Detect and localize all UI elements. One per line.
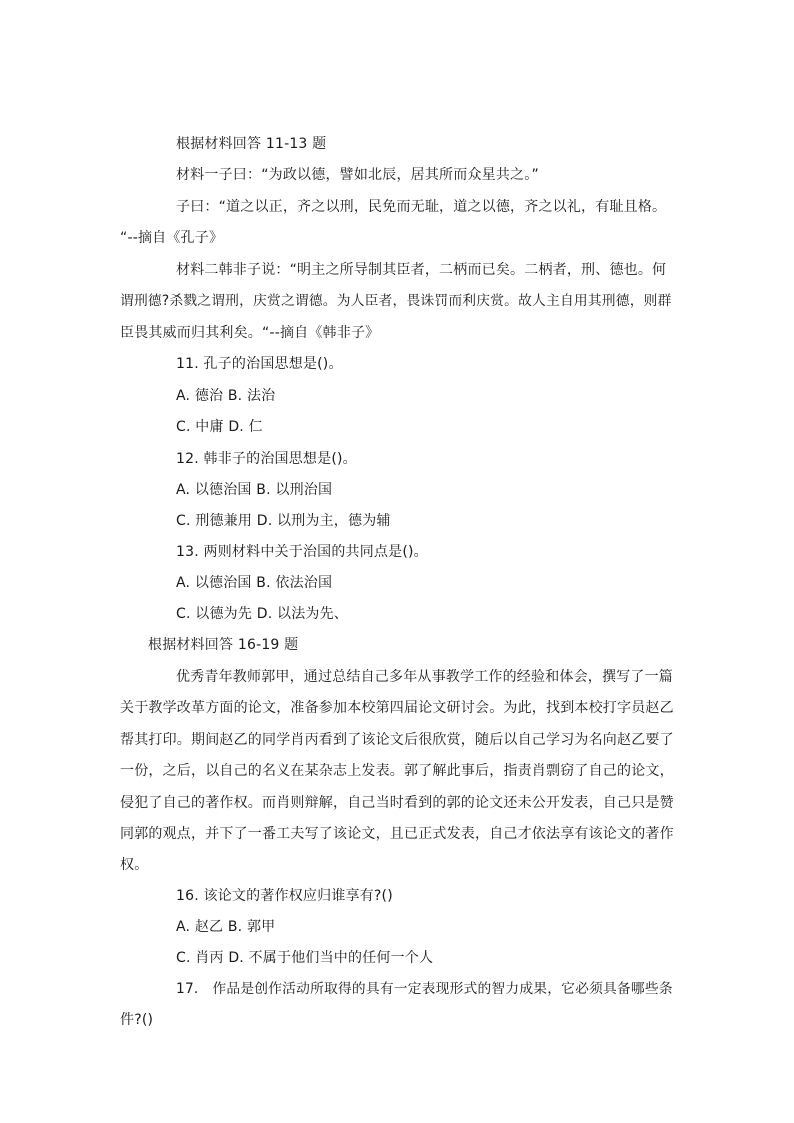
question-17: 17. 作品是创作活动所取得的具有一定表现形式的智力成果，它必须具备哪些条	[176, 981, 673, 997]
material2-line: 谓刑德?杀戮之谓刑，庆赏之谓德。为人臣者，畏诛罚而利庆赏。故人主自用其刑德，则群	[120, 293, 672, 309]
question-13-options-ab: A. 以德治国 B. 依法治国	[176, 575, 333, 591]
question-11-options-ab: A. 德治 B. 法治	[176, 388, 276, 404]
passage-line: 关于教学改革方面的论文，准备参加本校第四届论文研讨会。为此，找到本校打字员赵乙	[120, 700, 674, 716]
material1-source: “--摘自《孔子》	[120, 230, 224, 246]
passage-line: 同郭的观点，并下了一番工夫写了该论文，且已正式发表，自己才依法享有该论文的著作	[120, 826, 674, 842]
question-16-options-ab: A. 赵乙 B. 郭甲	[176, 919, 276, 935]
question-12-options-cd: C. 刑德兼用 D. 以刑为主，德为辅	[176, 513, 391, 529]
question-13: 13. 两则材料中关于治国的共同点是()。	[176, 544, 428, 560]
passage-line: 权。	[120, 857, 149, 873]
question-12: 12. 韩非子的治国思想是()。	[176, 451, 357, 467]
section2-heading: 根据材料回答 16-19 题	[148, 637, 299, 653]
passage-line: 侵犯了自己的著作权。而肖则辩解，自己当时看到的郭的论文还未公开发表，自己只是赞	[120, 795, 674, 811]
material2-line: 材料二韩非子说：“明主之所导制其臣者，二柄而已矣。二柄者，刑、德也。何	[176, 262, 667, 278]
passage-line: 一份，之后，以自己的名义在某杂志上发表。郭了解此事后，指责肖剽窃了自己的论文，	[120, 763, 674, 779]
question-16-options-cd: C. 肖丙 D. 不属于他们当中的任何一个人	[176, 950, 434, 966]
material1-line: 子曰：“道之以正，齐之以刑，民免而无耻，道之以德，齐之以礼，有耻且格。	[176, 199, 667, 215]
question-12-options-ab: A. 以德治国 B. 以刑治国	[176, 482, 333, 498]
passage-line: 优秀青年教师郭甲，通过总结自己多年从事教学工作的经验和体会，撰写了一篇	[176, 669, 673, 685]
question-13-options-cd: C. 以德为先 D. 以法为先、	[176, 606, 349, 622]
section1-heading: 根据材料回答 11-13 题	[176, 136, 327, 152]
question-11: 11. 孔子的治国思想是()。	[176, 356, 343, 372]
passage-line: 帮其打印。期间赵乙的同学肖丙看到了该论文后很欣赏，随后以自己学习为名向赵乙要了	[120, 732, 674, 748]
material1-line: 材料一子曰：“为政以德，譬如北辰，居其所而众星共之。”	[176, 167, 539, 183]
question-11-options-cd: C. 中庸 D. 仁	[176, 419, 263, 435]
question-16: 16. 该论文的著作权应归谁享有?()	[176, 888, 393, 904]
material2-source: 臣畏其威而归其利矣。“--摘自《韩非子》	[120, 325, 380, 341]
question-17-continued: 件?()	[120, 1012, 154, 1028]
